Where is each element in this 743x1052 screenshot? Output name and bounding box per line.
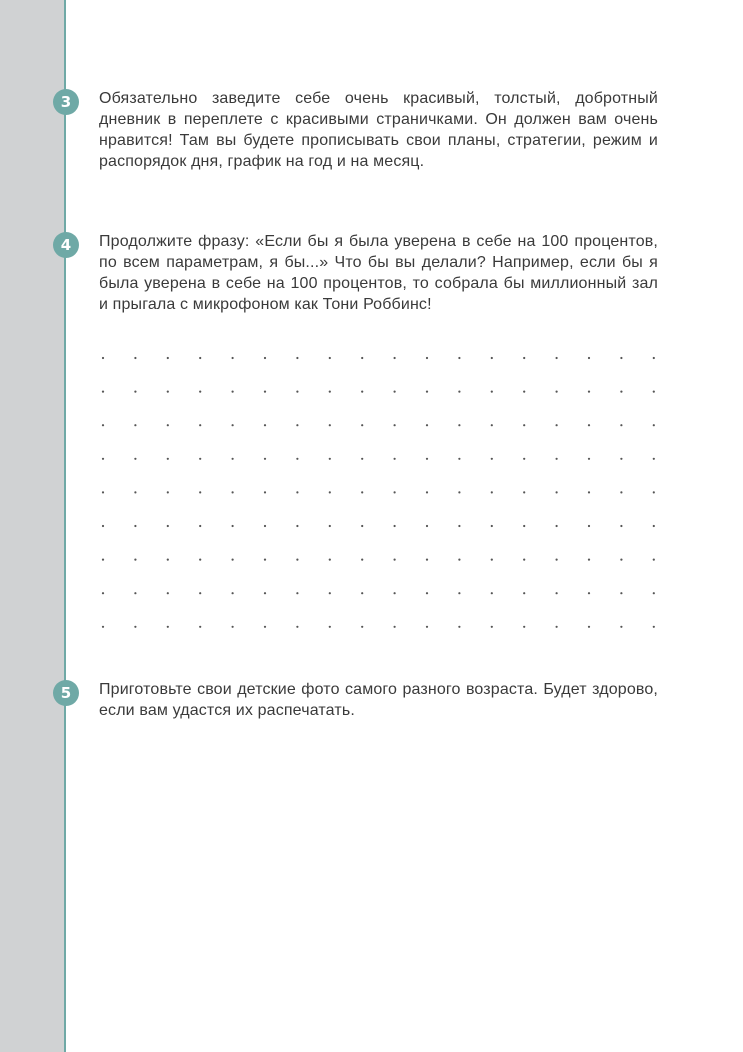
grid-dot xyxy=(134,626,136,628)
grid-dot xyxy=(199,458,201,460)
grid-dot xyxy=(653,424,655,426)
grid-dot xyxy=(102,357,104,359)
grid-dot xyxy=(653,592,655,594)
number-badge-4: 4 xyxy=(53,232,79,258)
grid-dot xyxy=(361,559,363,561)
grid-dot xyxy=(232,357,234,359)
grid-dot xyxy=(167,357,169,359)
grid-dot xyxy=(458,559,460,561)
grid-dot xyxy=(296,559,298,561)
grid-dot xyxy=(167,491,169,493)
grid-dot xyxy=(296,424,298,426)
grid-dot xyxy=(556,357,558,359)
grid-dot xyxy=(264,391,266,393)
grid-dot xyxy=(296,391,298,393)
grid-dot xyxy=(264,458,266,460)
grid-dot xyxy=(491,592,493,594)
grid-dot xyxy=(232,626,234,628)
grid-dot xyxy=(296,357,298,359)
grid-dot xyxy=(167,391,169,393)
grid-dot xyxy=(653,525,655,527)
grid-dot xyxy=(653,626,655,628)
grid-dot xyxy=(361,391,363,393)
grid-dot xyxy=(361,424,363,426)
grid-dot xyxy=(102,559,104,561)
dot-grid-writing-area xyxy=(99,354,659,634)
grid-dot xyxy=(296,525,298,527)
grid-dot xyxy=(620,458,622,460)
grid-dot xyxy=(296,458,298,460)
grid-dot xyxy=(458,592,460,594)
grid-dot xyxy=(264,357,266,359)
grid-dot xyxy=(588,491,590,493)
grid-dot xyxy=(426,592,428,594)
grid-dot xyxy=(588,424,590,426)
grid-dot xyxy=(134,491,136,493)
grid-dot xyxy=(232,391,234,393)
grid-dot xyxy=(556,592,558,594)
grid-dot xyxy=(361,525,363,527)
grid-dot xyxy=(232,559,234,561)
grid-dot xyxy=(653,391,655,393)
grid-dot xyxy=(588,559,590,561)
grid-dot xyxy=(134,391,136,393)
grid-dot xyxy=(264,592,266,594)
grid-dot xyxy=(232,424,234,426)
grid-dot xyxy=(556,626,558,628)
grid-dot xyxy=(394,626,396,628)
grid-dot xyxy=(329,491,331,493)
grid-dot xyxy=(588,458,590,460)
grid-dot xyxy=(458,491,460,493)
grid-dot xyxy=(264,424,266,426)
grid-dot xyxy=(491,391,493,393)
grid-dot xyxy=(102,491,104,493)
number-badge-5: 5 xyxy=(53,680,79,706)
grid-dot xyxy=(620,626,622,628)
grid-dot xyxy=(394,424,396,426)
grid-dot xyxy=(361,458,363,460)
grid-dot xyxy=(199,592,201,594)
number-badge-3: 3 xyxy=(53,89,79,115)
grid-dot xyxy=(491,626,493,628)
grid-dot xyxy=(491,424,493,426)
grid-dot xyxy=(296,626,298,628)
grid-dot xyxy=(264,626,266,628)
grid-dot xyxy=(426,424,428,426)
grid-dot xyxy=(102,592,104,594)
grid-dot xyxy=(232,525,234,527)
grid-dot xyxy=(620,491,622,493)
grid-dot xyxy=(394,525,396,527)
grid-dot xyxy=(329,592,331,594)
grid-dot xyxy=(329,391,331,393)
grid-dot xyxy=(523,391,525,393)
grid-dot xyxy=(394,357,396,359)
grid-dot xyxy=(134,357,136,359)
grid-dot xyxy=(232,458,234,460)
grid-dot xyxy=(329,559,331,561)
item-text-3: Обязательно заведите себе очень красивый, толстый, добротный дневник в переплете с красивыми страничками. Он должен вам очень нравится! Там вы будете прописывать свои планы, стратегии, режим и распорядок дня, график на год и на месяц. xyxy=(99,90,658,170)
grid-dot xyxy=(588,592,590,594)
grid-dot xyxy=(134,525,136,527)
grid-dot xyxy=(588,357,590,359)
list-item-3 xyxy=(53,88,658,172)
grid-dot xyxy=(167,525,169,527)
grid-dot xyxy=(199,525,201,527)
grid-dot xyxy=(556,491,558,493)
grid-dot xyxy=(199,391,201,393)
grid-dot xyxy=(620,525,622,527)
grid-dot xyxy=(167,458,169,460)
grid-dot xyxy=(523,357,525,359)
grid-dot xyxy=(523,491,525,493)
grid-dot xyxy=(491,458,493,460)
list-item-4 xyxy=(53,231,658,315)
grid-dot xyxy=(523,592,525,594)
grid-dot xyxy=(329,458,331,460)
grid-dot xyxy=(523,424,525,426)
grid-dot xyxy=(653,357,655,359)
grid-dot xyxy=(361,491,363,493)
grid-dot xyxy=(329,357,331,359)
grid-dot xyxy=(620,424,622,426)
grid-dot xyxy=(556,391,558,393)
grid-dot xyxy=(296,491,298,493)
grid-dot xyxy=(426,559,428,561)
grid-dot xyxy=(394,592,396,594)
grid-dot xyxy=(653,559,655,561)
grid-dot xyxy=(167,559,169,561)
grid-dot xyxy=(491,525,493,527)
grid-dot xyxy=(134,458,136,460)
grid-dot xyxy=(361,592,363,594)
grid-dot xyxy=(167,626,169,628)
grid-dot xyxy=(556,424,558,426)
grid-dot xyxy=(653,458,655,460)
grid-dot xyxy=(426,357,428,359)
grid-dot xyxy=(199,559,201,561)
grid-dot xyxy=(361,357,363,359)
grid-dot xyxy=(199,424,201,426)
grid-dot xyxy=(264,559,266,561)
grid-dot xyxy=(232,491,234,493)
grid-dot xyxy=(458,525,460,527)
grid-dot xyxy=(556,458,558,460)
grid-dot xyxy=(394,458,396,460)
grid-dot xyxy=(296,592,298,594)
grid-dot xyxy=(523,559,525,561)
grid-dot xyxy=(588,525,590,527)
grid-dot xyxy=(426,458,428,460)
grid-dot xyxy=(458,357,460,359)
grid-dot xyxy=(394,491,396,493)
grid-dot xyxy=(458,458,460,460)
grid-dot xyxy=(199,357,201,359)
grid-dot xyxy=(134,592,136,594)
item-text-4: Продолжите фразу: «Если бы я была уверена в себе на 100 процентов, по всем параметрам, я бы...» Что бы вы делали? Например, если бы я была уверена в себе на 100 процентов, то собрала бы миллионный зал и прыгала с микрофоном как Тони Роббинс! xyxy=(99,233,658,313)
grid-dot xyxy=(426,525,428,527)
grid-dot xyxy=(426,626,428,628)
grid-dot xyxy=(620,592,622,594)
grid-dot xyxy=(102,626,104,628)
grid-dot xyxy=(264,491,266,493)
grid-dot xyxy=(167,592,169,594)
grid-dot xyxy=(458,391,460,393)
grid-dot xyxy=(523,458,525,460)
grid-dot xyxy=(620,559,622,561)
grid-dot xyxy=(556,559,558,561)
grid-dot xyxy=(523,525,525,527)
grid-dot xyxy=(264,525,266,527)
grid-dot xyxy=(199,626,201,628)
grid-dot xyxy=(620,357,622,359)
item-text-5: Приготовьте свои детские фото самого разного возраста. Будет здорово, если вам удастся их распечатать. xyxy=(99,681,658,719)
grid-dot xyxy=(329,626,331,628)
grid-dot xyxy=(102,525,104,527)
grid-dot xyxy=(458,424,460,426)
grid-dot xyxy=(232,592,234,594)
grid-dot xyxy=(394,559,396,561)
grid-dot xyxy=(491,357,493,359)
grid-dot xyxy=(588,626,590,628)
grid-dot xyxy=(167,424,169,426)
grid-dot xyxy=(199,491,201,493)
grid-dot xyxy=(426,391,428,393)
list-item-5 xyxy=(53,679,658,721)
grid-dot xyxy=(329,424,331,426)
grid-dot xyxy=(491,491,493,493)
grid-dot xyxy=(329,525,331,527)
grid-dot xyxy=(102,458,104,460)
grid-dot xyxy=(588,391,590,393)
grid-dot xyxy=(134,424,136,426)
grid-dot xyxy=(653,491,655,493)
grid-dot xyxy=(394,391,396,393)
grid-dot xyxy=(102,424,104,426)
grid-dot xyxy=(102,391,104,393)
grid-dot xyxy=(620,391,622,393)
grid-dot xyxy=(361,626,363,628)
grid-dot xyxy=(134,559,136,561)
grid-dot xyxy=(458,626,460,628)
grid-dot xyxy=(491,559,493,561)
grid-dot xyxy=(556,525,558,527)
grid-dot xyxy=(523,626,525,628)
grid-dot xyxy=(426,491,428,493)
